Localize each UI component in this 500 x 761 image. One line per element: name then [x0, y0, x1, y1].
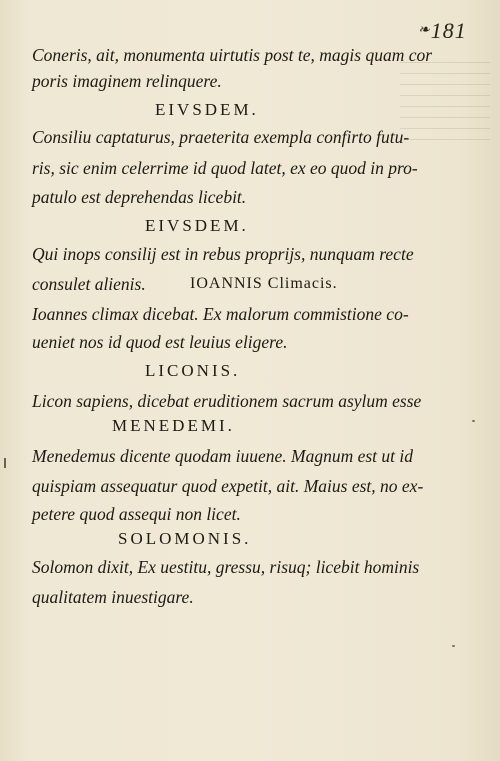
paper-speck	[452, 645, 455, 647]
heading-eiusdem-1: EIVSDEM.	[155, 100, 259, 119]
text-line-3: Consiliu captaturus, praeterita exempla confirto futu-	[32, 127, 410, 147]
text-line-12: quispiam assequatur quod expetit, ait. Maius est, no ex-	[32, 476, 424, 496]
text-line-15: qualitatem inuestigare.	[32, 587, 194, 607]
heading-ioannis-climacis: IOANNIS Climacis.	[190, 275, 338, 292]
text-line-13: petere quod assequi non licet.	[32, 504, 241, 524]
text-line-5: patulo est deprehendas licebit.	[32, 187, 247, 207]
paper-speck	[472, 420, 475, 422]
text-line-14: Solomon dixit, Ex uestitu, gressu, risuq; licebit hominis	[32, 557, 420, 577]
text-line-6: Qui inops consilij est in rebus proprijs, nunquam recte	[32, 244, 414, 264]
heading-liconis: LICONIS.	[145, 361, 241, 380]
show-through-ink	[400, 60, 490, 150]
text-line-8: Ioannes climax dicebat. Ex malorum commistione co-	[32, 304, 409, 324]
text-line-7: consulet alienis.	[32, 274, 146, 294]
text-line-9: ueniet nos id quod est leuius eligere.	[32, 332, 288, 352]
text-line-11: Menedemus dicente quodam iuuene. Magnum est ut id	[32, 446, 414, 466]
margin-mark	[4, 458, 6, 468]
text-line-1: Coneris, ait, monumenta uirtutis post te, magis quam cor	[32, 45, 433, 65]
text-line-10: Licon sapiens, dicebat eruditionem sacrum asylum esse	[32, 391, 422, 411]
page-number: ❧181	[418, 18, 467, 43]
heading-solomonis: SOLOMONIS.	[118, 529, 252, 548]
heading-menedemi: MENEDEMI.	[112, 416, 235, 435]
text-line-2: poris imaginem relinquere.	[32, 71, 222, 91]
text-line-4: ris, sic enim celerrime id quod latet, ex eo quod in pro-	[32, 158, 418, 178]
heading-eiusdem-2: EIVSDEM.	[145, 216, 249, 235]
